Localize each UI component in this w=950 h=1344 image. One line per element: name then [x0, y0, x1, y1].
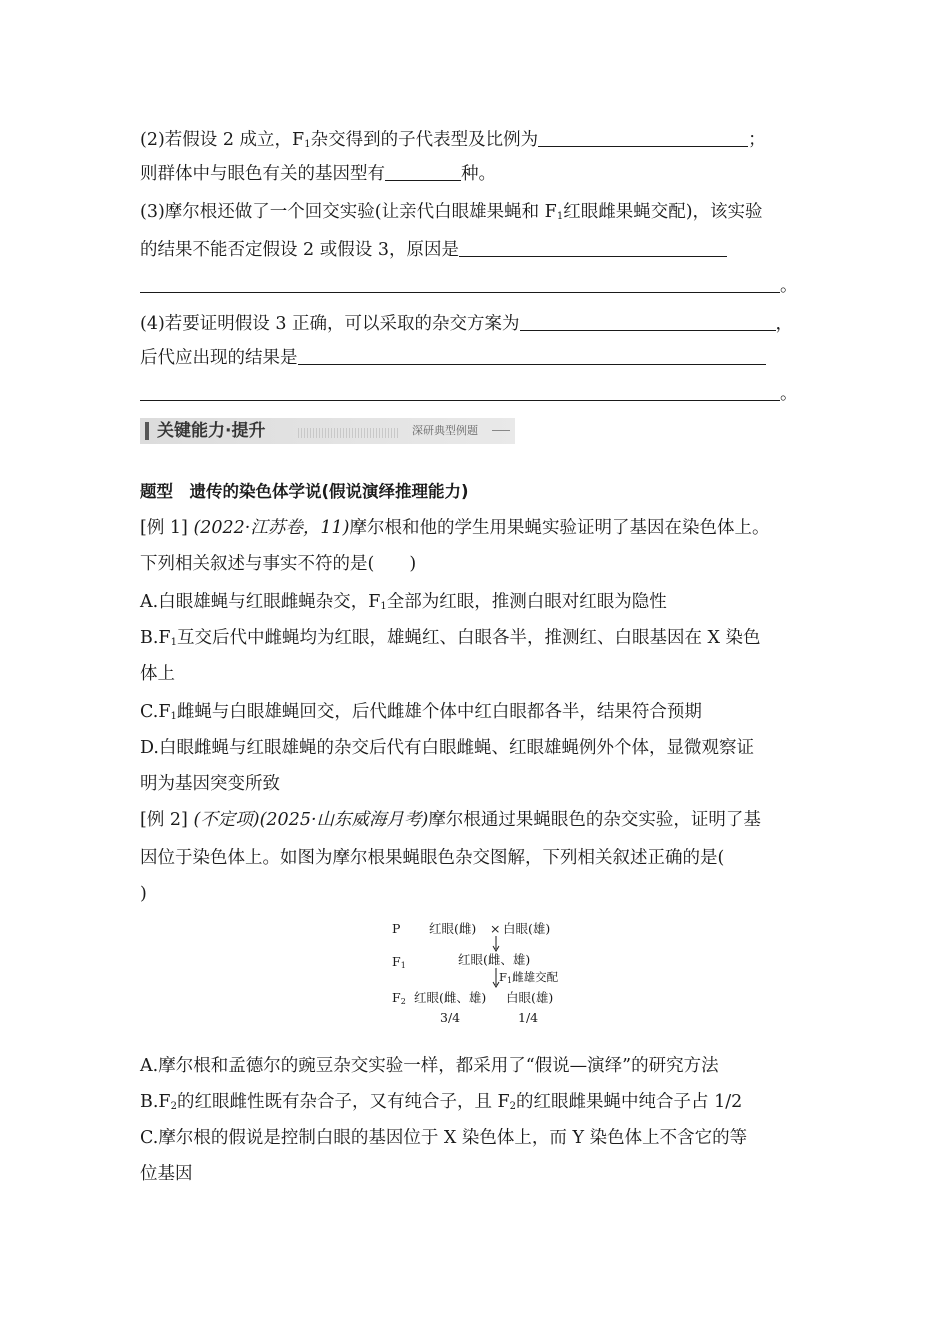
option-text: 明为基因突变所致: [140, 774, 280, 794]
mating-letter: F: [499, 970, 507, 984]
q4-text: (4)若要证明假设 3 正确，可以采取的杂交方案为: [140, 314, 520, 334]
q4-line-2: [140, 346, 812, 370]
example-tag: [例 2]: [140, 810, 188, 830]
ex1-option-d: [140, 736, 812, 760]
option-text: 的红眼雌果蝇中纯合子占 1/2: [516, 1092, 743, 1112]
ex1-option-c: [140, 700, 812, 724]
subscript: 1: [304, 139, 311, 150]
answer-blank[interactable]: [140, 384, 780, 401]
ex2-line-3: [140, 882, 812, 906]
f2-white-ratio: 1/4: [518, 1010, 539, 1025]
generation-p-label: P: [392, 921, 401, 936]
f1-mating-note: [499, 969, 558, 985]
example-stem: 下列相关叙述与事实不符的是( ): [140, 554, 417, 574]
option-text: D.白眼雌蝇与红眼雄蝇的杂交后代有白眼雌蝇、红眼雄蝇例外个体，显微观察证: [140, 738, 754, 758]
p-male-phenotype: 白眼(雄): [503, 921, 551, 936]
generation-f1-label: [392, 954, 406, 970]
option-text: 雌蝇与白眼雄蝇回交，后代雌雄个体中红白眼都各半，结果符合预期: [176, 702, 702, 722]
f1-letter: F: [392, 954, 401, 969]
ex2-option-c: [140, 1126, 812, 1150]
example-stem: ): [140, 884, 147, 904]
answer-blank[interactable]: [140, 276, 780, 293]
ex2-option-c-cont: [140, 1162, 812, 1186]
q2-text: 杂交得到的子代表型及比例为: [310, 130, 539, 150]
topic-text: 遗传的染色体学说(假说演绎推理能力): [189, 482, 469, 501]
q2-text: 种。: [461, 164, 496, 184]
subscript: 1: [556, 211, 564, 222]
example-stem: 因位于染色体上。如图为摩尔根果蝇眼色杂交图解，下列相关叙述正确的是(: [140, 848, 725, 868]
q2-text: 则群体中与眼色有关的基因型有: [140, 164, 385, 184]
option-text: 全部为红眼，推测白眼对红眼为隐性: [386, 592, 667, 612]
q3-text: (3)摩尔根还做了一个回交实验(让亲代白眼雄果蝇和 F: [140, 202, 557, 222]
option-text: 互交后代中雌蝇均为红眼，雄蝇红、白眼各半，推测红、白眼基因在 X 染色: [176, 628, 761, 648]
topic-heading: [140, 480, 812, 504]
subscript: 2: [509, 1101, 517, 1112]
option-text: 位基因: [140, 1164, 193, 1184]
subscript: 2: [170, 1101, 177, 1112]
subscript: 1: [380, 601, 387, 612]
f2-red-phenotype: 红眼(雌、雄): [414, 990, 487, 1005]
q4-line-3: [140, 382, 812, 406]
p-female-phenotype: 红眼(雌): [429, 921, 477, 936]
ex1-line-2: [140, 552, 812, 576]
punctuation: ；: [748, 130, 766, 150]
option-text: C.摩尔根的假说是控制白眼的基因位于 X 染色体上，而 Y 染色体上不含它的等: [140, 1128, 748, 1148]
q3-line-2: [140, 238, 812, 262]
subscript: 1: [400, 961, 406, 970]
arrow-down-icon: [490, 936, 502, 952]
subscript: 2: [400, 997, 406, 1006]
banner-bar: [145, 422, 149, 440]
ex1-option-b-cont: [140, 662, 812, 686]
q3-line-3: [140, 274, 812, 298]
option-text: A.白眼雄蝇与红眼雌蝇杂交，F: [140, 592, 381, 612]
topic-label: 题型: [140, 482, 173, 501]
q3-text: 红眼雌果蝇交配)，该实验: [563, 202, 763, 222]
banner-title: 关键能力·提升: [157, 421, 266, 441]
option-text: 的红眼雌性既有杂合子，又有纯合子，且 F: [176, 1092, 510, 1112]
example-stem: 摩尔根通过果蝇眼色的杂交实验，证明了基: [428, 810, 761, 830]
example-source: (不定项)(2025·山东威海月考): [193, 810, 429, 830]
f2-red-ratio: 3/4: [440, 1010, 461, 1025]
arrow-down-icon: [490, 968, 502, 988]
section-banner: [140, 418, 515, 444]
mating-text: 雌雄交配: [512, 970, 559, 984]
ex1-option-d-cont: [140, 772, 812, 796]
generation-f2-label: [392, 990, 406, 1006]
ex2-option-a: [140, 1054, 812, 1078]
example-source: (2022·江苏卷，11): [193, 518, 350, 538]
answer-blank[interactable]: [385, 164, 461, 181]
example-stem: 摩尔根和他的学生用果蝇实验证明了基因在染色体上。: [349, 518, 770, 538]
answer-blank[interactable]: [538, 130, 748, 147]
option-text: B.F: [140, 628, 171, 648]
option-text: B.F: [140, 1092, 171, 1112]
banner-dash: [492, 430, 510, 431]
banner-subtitle: 深研典型例题: [412, 424, 478, 437]
answer-blank[interactable]: [459, 240, 727, 257]
example-tag: [例 1]: [140, 518, 188, 538]
ex1-option-b: [140, 626, 812, 650]
q4-text: 后代应出现的结果是: [140, 348, 298, 368]
ex1-line-1: [140, 516, 812, 540]
f2-white-phenotype: 白眼(雄): [506, 990, 554, 1005]
ex2-option-b: [140, 1090, 812, 1114]
q4-line-1: [140, 312, 812, 336]
subscript: 1: [170, 637, 177, 648]
punctuation: 。: [780, 276, 798, 296]
q2-line-2: [140, 162, 812, 186]
q3-text: 的结果不能否定假设 2 或假设 3，原因是: [140, 240, 459, 260]
option-text: A.摩尔根和孟德尔的豌豆杂交实验一样，都采用了“假说—演绎”的研究方法: [140, 1056, 719, 1076]
option-text: C.F: [140, 702, 171, 722]
punctuation: ，: [775, 314, 794, 334]
q2-text: (2)若假设 2 成立，F: [140, 130, 305, 150]
banner-hatch: [298, 428, 398, 438]
cross-symbol: ×: [490, 921, 501, 936]
ex2-line-1: [140, 808, 812, 832]
q3-line-1: [140, 200, 812, 224]
option-text: 体上: [140, 664, 175, 684]
subscript: 1: [170, 711, 177, 722]
f1-phenotype: 红眼(雌、雄): [458, 952, 531, 967]
f2-letter: F: [392, 990, 401, 1005]
q2-line-1: [140, 128, 812, 152]
answer-blank[interactable]: [298, 348, 766, 365]
subscript: 1: [506, 976, 513, 985]
punctuation: 。: [780, 384, 798, 404]
answer-blank[interactable]: [520, 314, 776, 331]
ex2-line-2: [140, 846, 812, 870]
ex1-option-a: [140, 590, 812, 614]
